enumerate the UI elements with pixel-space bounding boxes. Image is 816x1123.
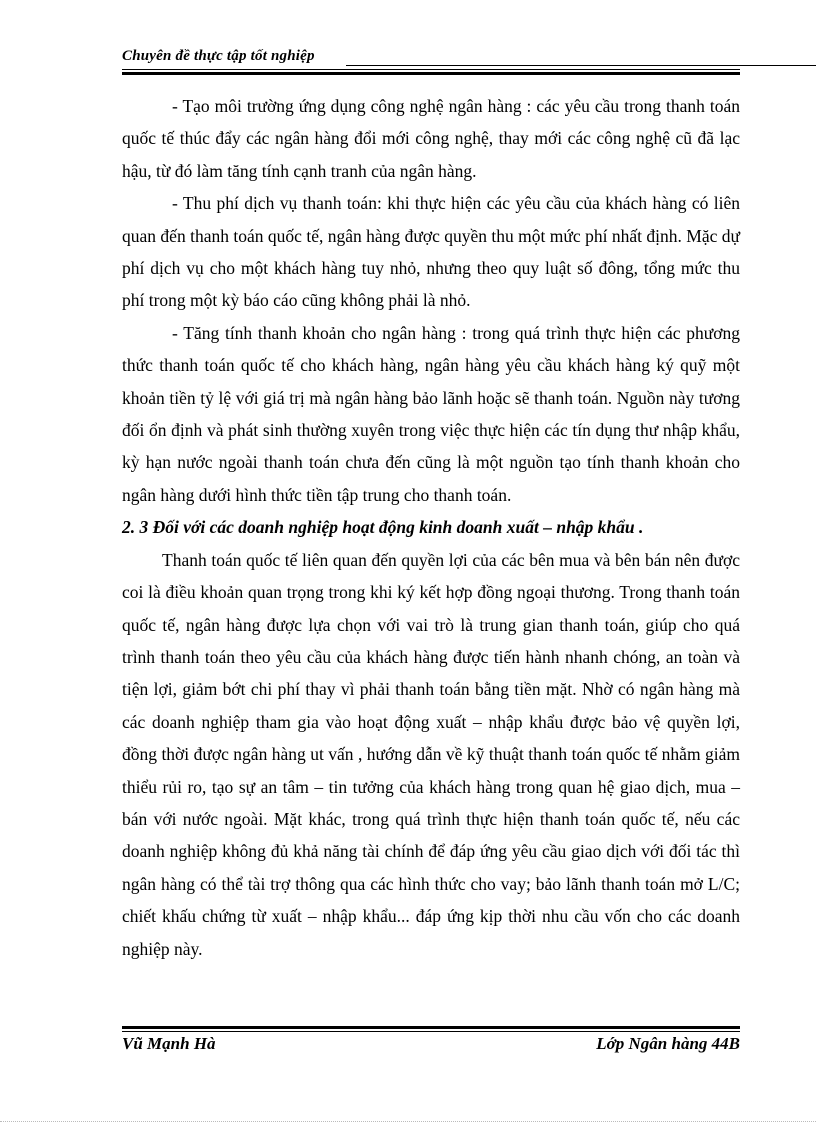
paragraph-technology: - Tạo môi trường ứng dụng công nghệ ngân hàng : các yêu cầu trong thanh toán quốc tế thúc đẩy các ngân hàng đổi mới công nghệ, thay mới các công nghệ cũ đã lạc hậu, từ đó làm tăng tính cạnh tranh của ngân hàng. xyxy=(122,96,740,181)
header-underline xyxy=(346,65,816,66)
header-rule-thin xyxy=(122,69,740,70)
document-body xyxy=(122,90,740,965)
header-rule-thick xyxy=(122,72,740,75)
section-heading: 2. 3 Đối với các doanh nghiệp hoạt động kinh doanh xuất – nhập khẩu . xyxy=(122,517,644,538)
page-bottom-edge xyxy=(0,1121,816,1122)
footer-rule-thin xyxy=(122,1031,740,1032)
footer-author: Vũ Mạnh Hà xyxy=(122,1034,216,1053)
paragraph-liquidity: - Tăng tính thanh khoản cho ngân hàng : trong quá trình thực hiện các phương thức thanh toán quốc tế cho khách hàng, ngân hàng yêu cầu khách hàng ký quỹ một khoản tiền tỷ lệ với giá trị mà ngân hàng bảo lãnh hoặc sẽ thanh toán. Nguồn này tương đối ổn định và phát sinh thường xuyên trong việc thực hiện các tín dụng thư nhập khẩu, kỳ hạn nước ngoài thanh toán chưa đến cũng là một nguồn tạo tính thanh khoản cho ngân hàng dưới hình thức tiền tập trung cho thanh toán. xyxy=(122,322,740,505)
header-title: Chuyên đề thực tập tốt nghiệp xyxy=(122,48,315,64)
paragraph-service-fee: - Thu phí dịch vụ thanh toán: khi thực hiện các yêu cầu của khách hàng có liên quan đến thanh toán quốc tế, ngân hàng được quyền thu một mức phí nhất định. Mặc dự phí dịch vụ cho một khách hàng tuy nhỏ, nhưng theo quy luật số đông, tổng mức thu phí trong một kỳ báo cáo cũng không phải là nhỏ. xyxy=(122,193,740,311)
paragraph-enterprises: Thanh toán quốc tế liên quan đến quyền lợi của các bên mua và bên bán nên được coi là điều khoản quan trọng trong khi ký kết hợp đồng ngoại thương. Trong thanh toán quốc tế, ngân hàng được lựa chọn với vai trò là trung gian thanh toán, giúp cho quá trình thanh toán theo yêu cầu của khách hàng được tiến hành nhanh chóng, an toàn và tiện lợi, giảm bớt chi phí thay vì phải thanh toán bằng tiền mặt. Nhờ có ngân hàng mà các doanh nghiệp tham gia vào hoạt động xuất – nhập khẩu được bảo vệ quyền lợi, đồng thời được ngân hàng ut vấn , hướng dẫn về kỹ thuật thanh toán quốc tế nhằm giảm thiểu rủi ro, tạo sự an tâm – tin tưởng của khách hàng trong quan hệ giao dịch, mua – bán với nước ngoài. Mặt khác, trong quá trình thực hiện thanh toán quốc tế, nếu các doanh nghiệp không đủ khả năng tài chính để đáp ứng yêu cầu giao dịch với đối tác thì ngân hàng có thể tài trợ thông qua các hình thức cho vay; bảo lãnh thanh toán mở L/C; chiết khấu chứng từ xuất – nhập khẩu... đáp ứng kịp thời nhu cầu vốn cho các doanh nghiệp này. xyxy=(122,549,740,959)
footer-rule-thick xyxy=(122,1026,740,1029)
footer-class: Lớp Ngân hàng 44B xyxy=(596,1034,740,1053)
